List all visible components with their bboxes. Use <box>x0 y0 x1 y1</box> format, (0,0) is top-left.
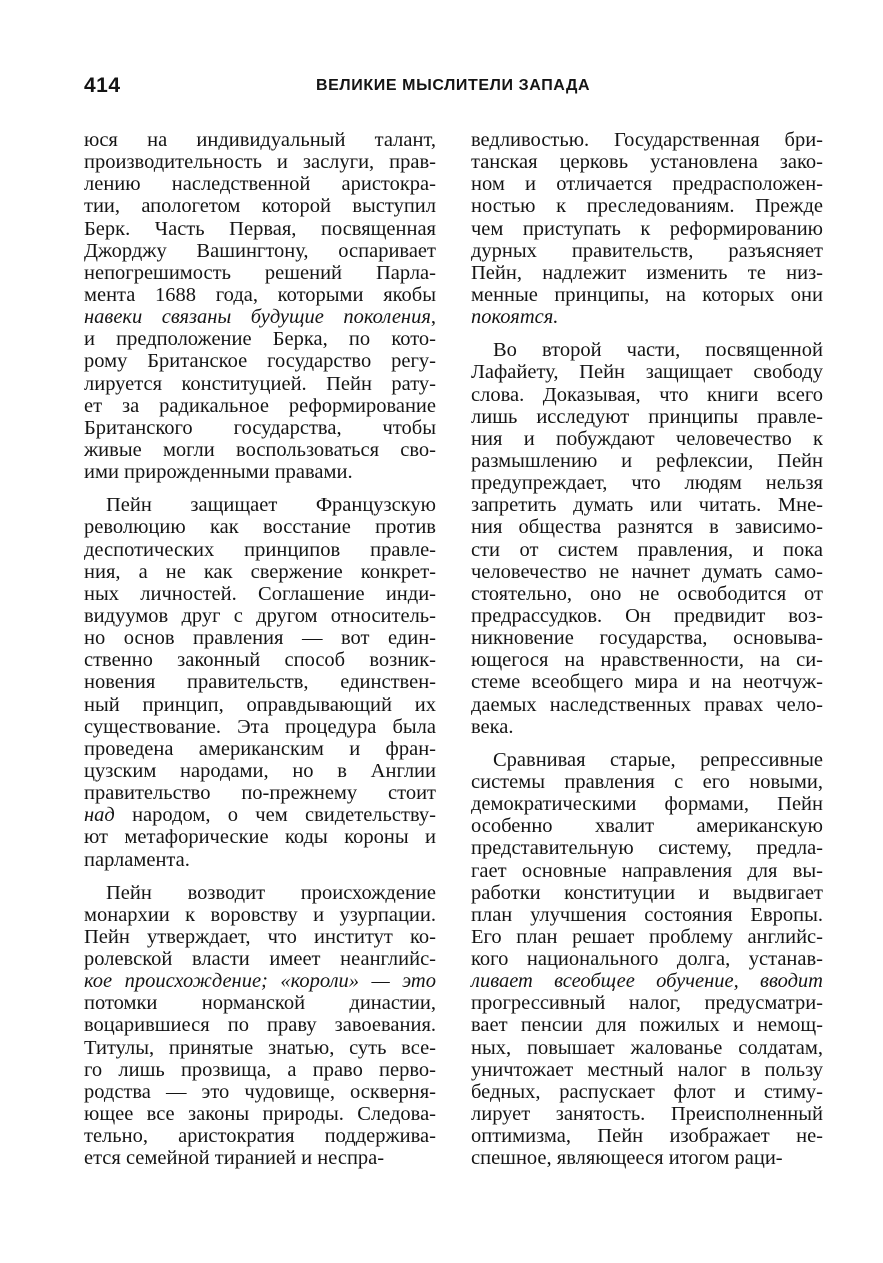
text-line: покоятся. <box>471 306 559 329</box>
text-line: непогрешимость решений Парла- <box>84 261 436 284</box>
text-line: ют метафорические коды короны и <box>84 826 436 849</box>
text-line: ющее все законы природы. Следова- <box>84 1103 436 1126</box>
text-line: тии, апологетом которой выступил <box>84 195 436 218</box>
paragraph <box>84 494 436 870</box>
text-line: лируется конституцией. Пейн рату- <box>84 372 436 395</box>
paragraph-gap <box>84 871 436 882</box>
text-line: видуумов друг с другом относитель- <box>84 604 436 627</box>
paragraph <box>471 129 823 328</box>
text-line: ет за радикальное реформирование <box>84 394 436 417</box>
text-line: новения правительств, единствен- <box>84 671 436 694</box>
text-line: вает пенсии для пожилых и немощ- <box>471 1014 823 1037</box>
text-line: работки конституции и выдвигает <box>471 881 823 904</box>
text-line: гает основные направления для вы- <box>471 859 823 882</box>
running-head: ВЕЛИКИЕ МЫСЛИТЕЛИ ЗАПАДА <box>316 77 591 94</box>
text-line: ведливостью. Государственная бри- <box>471 129 823 151</box>
text-line: лению наследственной аристокра- <box>84 173 436 196</box>
text-line: тельно, аристократия поддержива- <box>84 1125 436 1148</box>
text-line: Пейн защищает Французскую <box>106 494 436 517</box>
text-line: ных, повышает жалованье солдатам, <box>471 1036 823 1059</box>
text-line: стоятельно, оно не освободится от <box>471 582 823 605</box>
text-line: над народом, о чем свидетельству- <box>84 804 436 827</box>
text-line: ных личностей. Соглашение инди- <box>84 582 436 605</box>
text-line: сти от систем правления, и пока <box>471 538 823 561</box>
text-line: лирует занятость. Преисполненный <box>471 1103 823 1126</box>
paragraph-gap <box>471 738 823 749</box>
text-line: Сравнивая старые, репрессивные <box>493 748 823 771</box>
text-line: менные принципы, на которых они <box>471 283 823 306</box>
text-line: ностью к преследованиям. Прежде <box>471 195 823 218</box>
text-line: живые могли воспользоваться сво- <box>84 438 436 461</box>
text-line: ется семейной тиранией и неспра- <box>84 1147 385 1170</box>
text-line: уничтожает местный налог в пользу <box>471 1058 823 1081</box>
text-line: Во второй части, посвященной <box>493 339 823 362</box>
text-line: и предположение Берка, по кото- <box>84 328 436 351</box>
text-line: спешное, являющееся итогом раци- <box>471 1147 783 1170</box>
text-line: юся на индивидуальный талант, <box>84 129 436 151</box>
text-line: ющегося на нравственности, на си- <box>471 649 823 672</box>
text-line: человечество не начнет думать само- <box>471 560 823 583</box>
text-line: проведена американским и фран- <box>84 737 436 760</box>
text-line: производительность и заслуги, прав- <box>84 151 436 174</box>
paragraph-gap <box>84 483 436 494</box>
text-line: Его план решает проблему английс- <box>471 925 823 948</box>
text-line: танская церковь установлена зако- <box>471 151 823 174</box>
text-line: ственно законный способ возник- <box>84 649 436 672</box>
text-line: ливает всеобщее обучение, вводит <box>471 970 823 993</box>
text-line: монархии к воровству и узурпации. <box>84 903 436 926</box>
text-line: системы правления с его новыми, <box>471 770 823 793</box>
paragraph <box>471 339 823 738</box>
text-line: Берк. Часть Первая, посвященная <box>84 217 436 240</box>
text-line: го лишь прозвища, а право перво- <box>84 1058 436 1081</box>
text-line: правительство по-прежнему стоит <box>84 782 436 805</box>
text-line: ния общества разнятся в зависимо- <box>471 516 823 539</box>
right-column <box>471 129 823 1169</box>
text-line: ния, а не как свержение конкрет- <box>84 560 436 583</box>
text-line: бедных, распускает флот и стиму- <box>471 1080 823 1103</box>
text-line: кого национального долга, устанав- <box>471 948 823 971</box>
text-line: Британского государства, чтобы <box>84 416 436 439</box>
left-column <box>84 129 436 1169</box>
paragraph-gap <box>471 328 823 339</box>
text-line: представительную систему, предла- <box>471 837 823 860</box>
text-line: Пейн возводит происхождение <box>106 881 436 904</box>
text-line: Лафайету, Пейн защищает свободу <box>471 361 823 384</box>
text-line: ролевской власти имеет неанглийс- <box>84 948 436 971</box>
paragraph <box>84 882 436 1170</box>
text-line: цузским народами, но в Англии <box>84 759 436 782</box>
text-line: Пейн, надлежит изменить те низ- <box>471 261 823 284</box>
text-line: родства — это чудовище, оскверня- <box>84 1080 436 1103</box>
text-line: особенно хвалит американскую <box>471 815 823 838</box>
text-line: никновение государства, основыва- <box>471 627 823 650</box>
text-line: демократическими формами, Пейн <box>471 793 823 816</box>
text-line: Титулы, принятые знатью, суть все- <box>84 1036 436 1059</box>
text-line: Джорджу Вашингтону, оспаривает <box>84 239 436 262</box>
text-line: парламента. <box>84 848 190 871</box>
text-line: кое происхождение; «короли» — это <box>84 970 436 993</box>
text-line: оптимизма, Пейн изображает не- <box>471 1125 823 1148</box>
text-line: даемых наследственных правах чело- <box>471 693 823 716</box>
text-line: запретить думать или читать. Мне- <box>471 494 823 517</box>
paragraph <box>84 129 436 483</box>
text-line: навеки связаны будущие поколения, <box>84 306 436 329</box>
text-line: прогрессивный налог, предусматри- <box>471 992 823 1015</box>
text-line: лишь исследуют принципы правле- <box>471 405 823 428</box>
text-line: ими прирожденными правами. <box>84 461 353 484</box>
text-line: ния и побуждают человечество к <box>471 427 823 450</box>
text-line: слова. Доказывая, что книги всего <box>471 383 823 406</box>
text-line: план улучшения состояния Европы. <box>471 903 823 926</box>
text-line: ном и отличается предрасположен- <box>471 173 823 196</box>
text-line: революцию как восстание против <box>84 516 436 539</box>
text-line: века. <box>471 715 514 738</box>
text-line: дурных правительств, разъясняет <box>471 239 823 262</box>
text-line: размышлению и рефлексии, Пейн <box>471 449 823 472</box>
text-line: ный принцип, оправдывающий их <box>84 693 436 716</box>
text-line: но основ правления — вот един- <box>84 627 436 650</box>
text-line: воцарившиеся по праву завоевания. <box>84 1014 436 1037</box>
paragraph <box>471 749 823 1170</box>
text-line: предрассудков. Он предвидит воз- <box>471 604 823 627</box>
page-header <box>84 74 830 106</box>
text-line: рому Британское государство регу- <box>84 350 436 373</box>
text-line: Пейн утверждает, что институт ко- <box>84 925 436 948</box>
text-line: предупреждает, что людям нельзя <box>471 472 823 495</box>
text-line: деспотических принципов правле- <box>84 538 436 561</box>
text-line: стеме всеобщего мира и на неотчуж- <box>471 671 823 694</box>
text-line: потомки норманской династии, <box>84 992 436 1015</box>
text-line: существование. Эта процедура была <box>84 715 436 738</box>
text-line: мента 1688 года, которыми якобы <box>84 283 436 306</box>
page-number: 414 <box>84 74 121 97</box>
text-line: чем приступать к реформированию <box>471 217 823 240</box>
